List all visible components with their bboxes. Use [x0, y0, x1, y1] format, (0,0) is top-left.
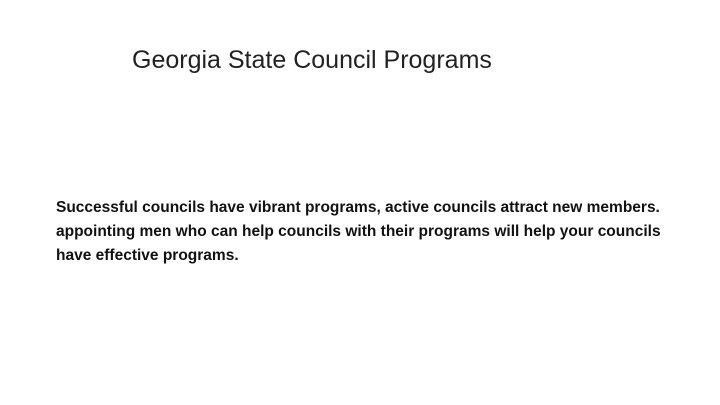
slide-title: Georgia State Council Programs [132, 46, 492, 74]
slide-body-text: Successful councils have vibrant programs, active councils attract new members. appointing men who can help councils with their programs will help your councils have effective programs. [56, 199, 661, 264]
